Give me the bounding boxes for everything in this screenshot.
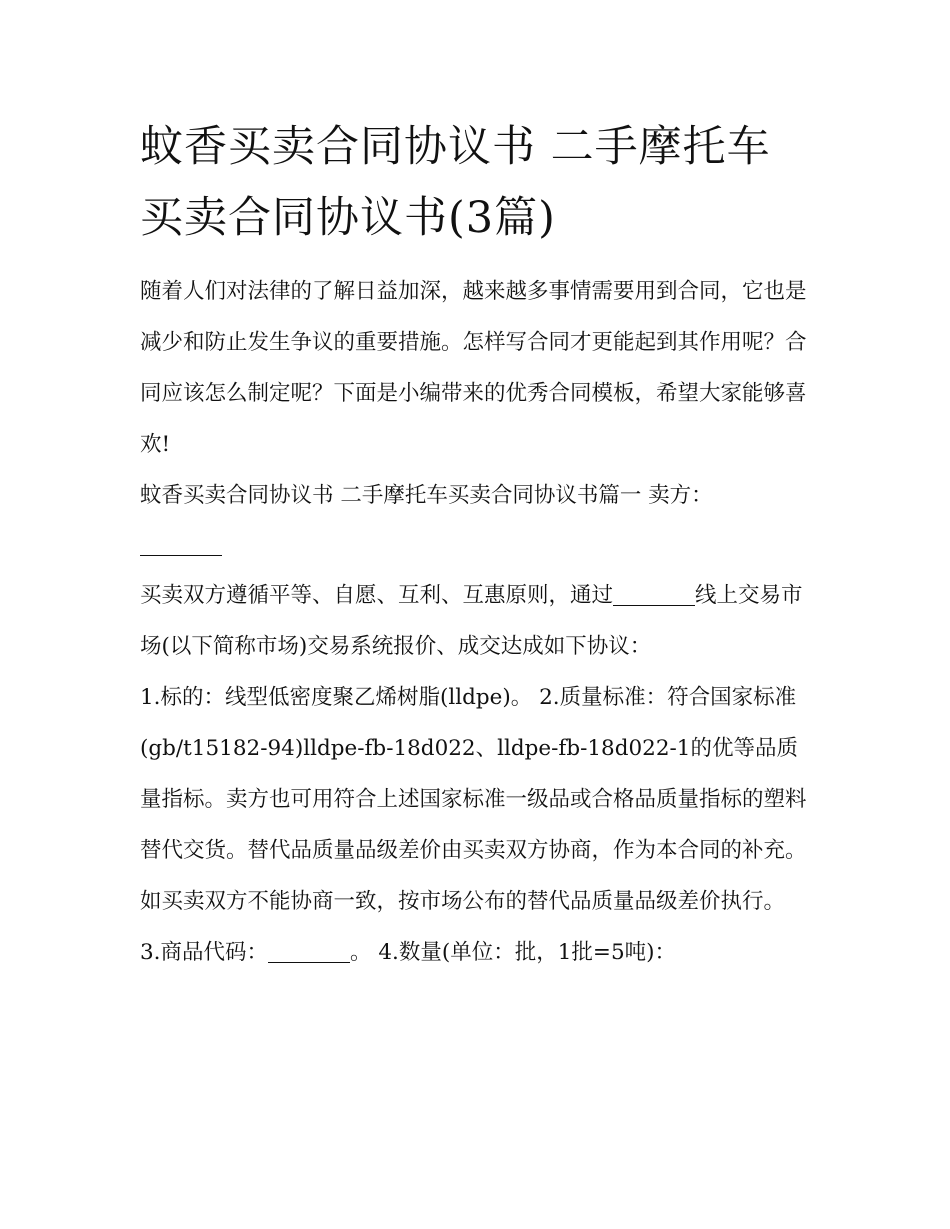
principle-text-before: 买卖双方遵循平等、自愿、互利、互惠原则，通过 <box>140 583 614 608</box>
document-page <box>140 112 812 978</box>
product-code-blank <box>268 941 350 964</box>
section-heading: 蚊香买卖合同协议书 二手摩托车买卖合同协议书篇一 卖方： <box>140 483 713 508</box>
seller-blank <box>140 521 222 556</box>
principle-paragraph <box>140 570 812 672</box>
market-blank <box>613 584 695 607</box>
clause-3-text-before: 3.商品代码： <box>140 940 269 965</box>
clause-1-2-paragraph: 1.标的：线型低密度聚乙烯树脂(lldpe)。 2.质量标准：符合国家标准(gb/t15182-94)lldpe-fb-18d022、lldpe-fb-18d022-1的优等品质量指标。卖方也可用符合上述国家标准一级品或合格品质量指标的塑料替代交货。替代品质量品级差价由买卖双方协商，作为本合同的补充。如买卖双方不能协商一致，按市场公布的替代品质量品级差价执行。 <box>140 685 807 914</box>
clause-3-text-after: 。 4.数量(单位：批，1批=5吨)： <box>350 940 677 965</box>
clause-3-4-paragraph <box>140 927 812 978</box>
principle-text-after: 线上交易市场(以下简称市场)交易系统报价、成交达成如下协议： <box>140 583 803 659</box>
intro-paragraph: 随着人们对法律的了解日益加深，越来越多事情需要用到合同，它也是减少和防止发生争议的重要措施。怎样写合同才更能起到其作用呢？合同应该怎么制定呢？下面是小编带来的优秀合同模板，希望大家能够喜欢! <box>140 279 807 457</box>
document-title: 蚊香买卖合同协议书 二手摩托车买卖合同协议书(3篇) <box>140 122 771 243</box>
